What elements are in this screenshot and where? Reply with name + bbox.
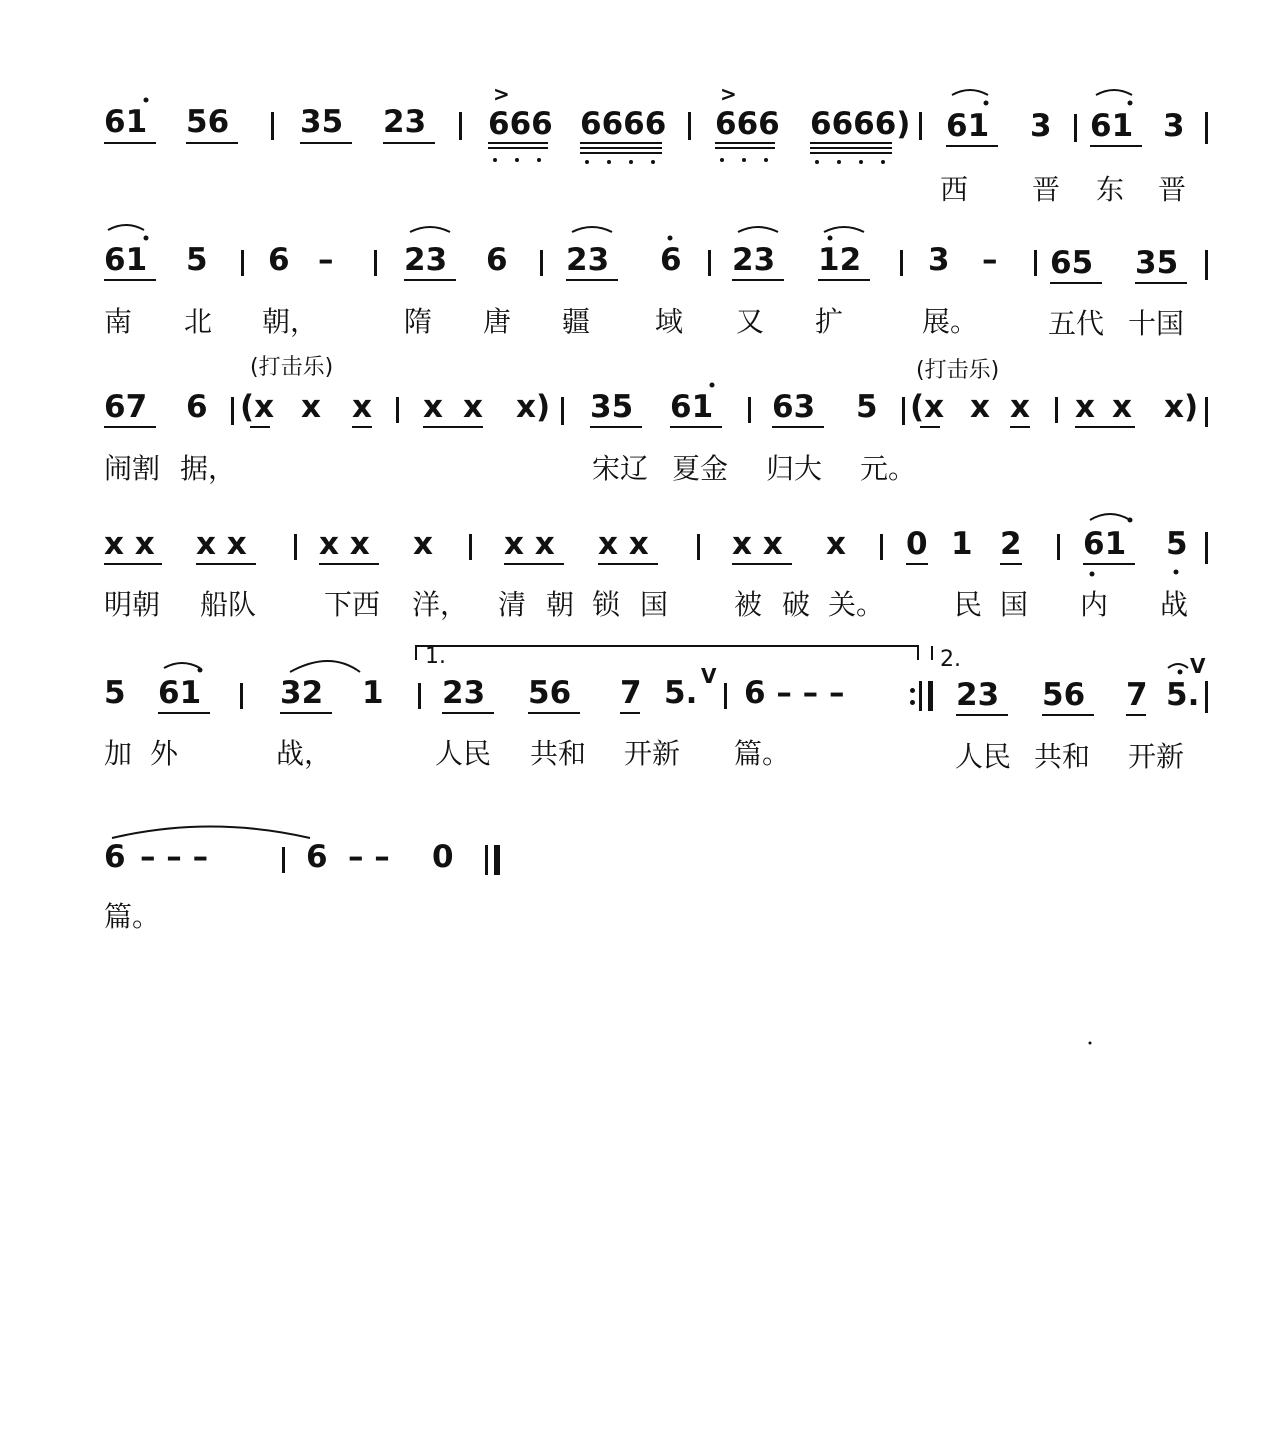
- note: 35: [590, 389, 634, 425]
- note: 67: [104, 389, 148, 425]
- lyric: 西: [940, 173, 969, 206]
- dash: –: [318, 242, 334, 278]
- note: 0: [432, 839, 454, 875]
- note: 56: [186, 104, 230, 140]
- lyric: 关。: [828, 588, 885, 621]
- note: 6666): [810, 106, 911, 142]
- note: x x: [319, 526, 370, 562]
- accent-mark: >: [493, 82, 510, 106]
- lyric: 清: [498, 588, 527, 621]
- lyric: 国: [640, 588, 669, 621]
- lyric: 北: [184, 305, 213, 338]
- note: 7: [1126, 677, 1148, 713]
- note: 63: [772, 389, 816, 425]
- note: 7: [620, 675, 642, 711]
- lyric: 疆: [562, 305, 591, 338]
- note: x x: [196, 526, 247, 562]
- lyric: 元。: [860, 452, 917, 485]
- lyric: 闹割: [104, 452, 161, 485]
- lyric: 明朝: [104, 588, 161, 621]
- lyric: 据，: [180, 452, 237, 485]
- lyric: 展。: [922, 305, 979, 338]
- lyric: 隋: [404, 305, 433, 338]
- note: 666: [488, 106, 553, 142]
- note: 5: [104, 675, 126, 711]
- dashes: – – –: [140, 839, 209, 875]
- note: 23: [732, 242, 776, 278]
- accent-mark: >: [720, 82, 737, 106]
- lyric: 朝，: [262, 305, 319, 338]
- lyric: 晋: [1158, 173, 1187, 206]
- lyric: 战，: [276, 737, 333, 770]
- note: 56: [1042, 677, 1086, 713]
- lyric: 晋: [1032, 173, 1061, 206]
- note: 23: [442, 675, 486, 711]
- lyric: 民: [954, 588, 983, 621]
- breath-mark: V: [701, 664, 717, 688]
- lyric: 开新: [624, 737, 681, 770]
- lyric: 宋辽: [592, 452, 649, 485]
- lyric: 夏金: [672, 452, 729, 485]
- note: x x: [504, 526, 555, 562]
- lyric: 又: [736, 305, 765, 338]
- lyric: 战: [1160, 588, 1189, 621]
- note: 61: [104, 242, 148, 278]
- note: x: [826, 526, 846, 562]
- note: x: [352, 389, 372, 425]
- dash: –: [982, 242, 998, 278]
- note: (x: [240, 389, 275, 425]
- lyric: 共和: [530, 737, 587, 770]
- note: x: [413, 526, 433, 562]
- note: 5: [856, 389, 878, 425]
- note: x: [1075, 389, 1095, 425]
- note: 61: [158, 675, 202, 711]
- note: 5.: [1166, 677, 1200, 713]
- note: x x: [732, 526, 783, 562]
- note: 23: [404, 242, 448, 278]
- lyric: 扩: [815, 305, 844, 338]
- note: x: [1010, 389, 1030, 425]
- lyric: 域: [655, 305, 684, 338]
- note: 23: [383, 104, 427, 140]
- volta-1-label: 1.: [425, 644, 446, 669]
- note: x: [1112, 389, 1132, 425]
- note: 666: [715, 106, 780, 142]
- note: 23: [566, 242, 610, 278]
- lyric: 唐: [483, 305, 512, 338]
- note: 3: [928, 242, 950, 278]
- lyric: 外: [150, 737, 179, 770]
- note: x: [970, 389, 990, 425]
- note: 32: [280, 675, 324, 711]
- note: 61: [1090, 108, 1134, 144]
- percussion-label: (打击乐): [250, 355, 334, 380]
- lyric: 篇。: [734, 737, 791, 770]
- lyric: 人民: [955, 740, 1012, 773]
- note: 65: [1050, 245, 1094, 281]
- note: 6 – – –: [744, 675, 845, 711]
- lyric: 船队: [200, 588, 257, 621]
- note: x x: [104, 526, 155, 562]
- note: x): [1164, 389, 1199, 425]
- note: x x: [598, 526, 649, 562]
- note: 61: [670, 389, 714, 425]
- volta-2-label: 2.: [940, 647, 961, 672]
- lyric: 归大: [766, 452, 823, 485]
- note: x): [516, 389, 551, 425]
- note: 6666: [580, 106, 667, 142]
- note: x: [423, 389, 443, 425]
- lyric: 南: [104, 305, 133, 338]
- note: 6: [104, 839, 126, 875]
- lyric: 朝: [546, 588, 575, 621]
- note: (x: [910, 389, 945, 425]
- lyric: 锁: [592, 588, 621, 621]
- note: 35: [300, 104, 344, 140]
- lyric: 五代: [1048, 307, 1105, 340]
- lyric: 共和: [1034, 740, 1091, 773]
- note: 3: [1030, 108, 1052, 144]
- note: 6: [660, 242, 682, 278]
- note: 6: [186, 389, 208, 425]
- note: 3: [1163, 108, 1185, 144]
- lyric: 国: [1000, 588, 1029, 621]
- note: 5: [186, 242, 208, 278]
- note: x: [463, 389, 483, 425]
- dashes: – –: [348, 839, 390, 875]
- note: 1: [362, 675, 384, 711]
- lyric: 洋，: [412, 588, 469, 621]
- note: 0: [906, 526, 928, 562]
- lyric: 人民: [435, 737, 492, 770]
- note: 1: [951, 526, 973, 562]
- note: 35: [1135, 245, 1179, 281]
- lyric: 内: [1080, 588, 1109, 621]
- note: 23: [956, 677, 1000, 713]
- breath-mark: V: [1190, 654, 1206, 678]
- lyric: 加: [104, 737, 133, 770]
- note: 6: [306, 839, 328, 875]
- lyric: 十国: [1128, 307, 1185, 340]
- note: 5.: [664, 675, 698, 711]
- lyric: 破: [782, 588, 811, 621]
- note: x: [301, 389, 321, 425]
- lyric: 下西: [324, 588, 381, 621]
- percussion-label: (打击乐): [916, 358, 1000, 383]
- note: 5: [1166, 526, 1188, 562]
- note: 2: [1000, 526, 1022, 562]
- note: 61: [946, 108, 990, 144]
- note: 6: [486, 242, 508, 278]
- note: 6: [268, 242, 290, 278]
- note: 12: [818, 242, 862, 278]
- lyric: 东: [1096, 173, 1125, 206]
- note: 61: [104, 104, 148, 140]
- lyric: 被: [734, 588, 763, 621]
- note: 56: [528, 675, 572, 711]
- lyric: 篇。: [104, 900, 161, 933]
- note: 61: [1083, 526, 1127, 562]
- lyric: 开新: [1128, 740, 1185, 773]
